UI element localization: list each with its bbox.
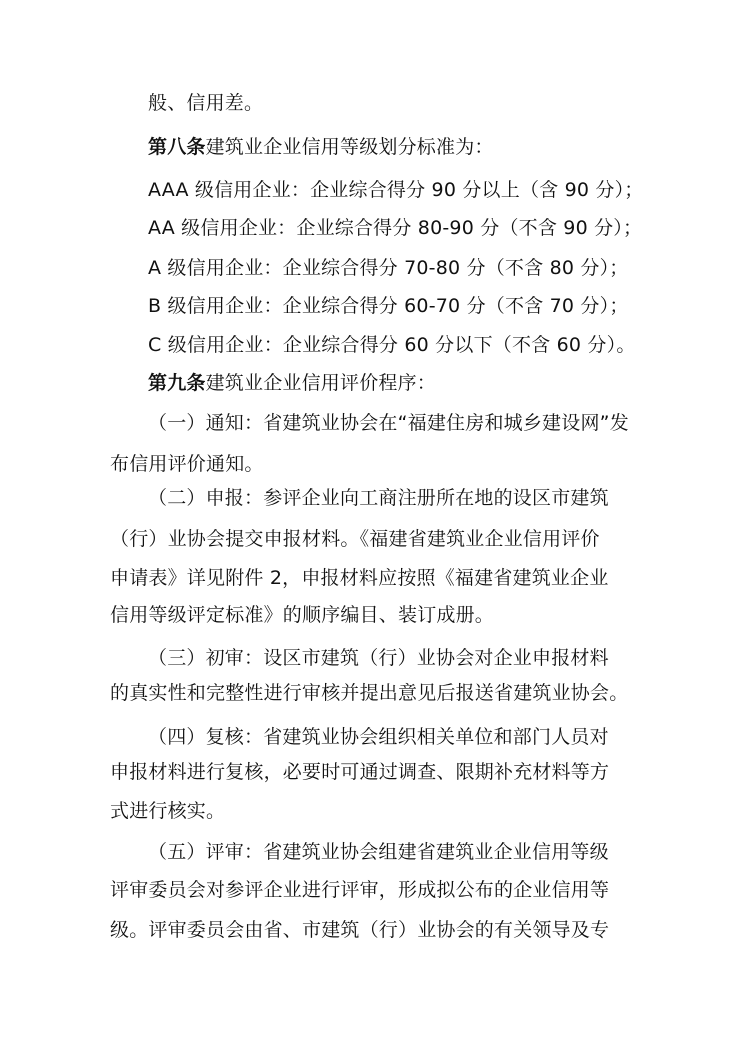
text-line-12: （行）业协会提交申报材料。《福建省建筑业企业信用评价	[110, 528, 600, 550]
grade-b-line: B 级信用企业：企业综合得分 60-70 分（不含 70 分）；	[148, 295, 629, 317]
text-line-18: 申报材料进行复核，必要时可通过调查、限期补充材料等方	[110, 761, 610, 783]
article-9-heading-line	[148, 371, 436, 395]
text-line-13: 申请表》详见附件 2，申报材料应按照《福建省建筑业企业	[110, 567, 609, 589]
text-line-15: （三）初审：设区市建筑（行）业协会对企业申报材料	[148, 647, 609, 669]
grade-c-line: C 级信用企业：企业综合得分 60 分以下（不含 60 分）。	[148, 334, 636, 356]
text-line-1: 般、信用差。	[148, 92, 264, 114]
grade-aaa-line: AAA 级信用企业：企业综合得分 90 分以上（含 90 分）；	[148, 179, 644, 201]
article-8-label: 第八条	[148, 136, 206, 158]
article-8-heading-line	[148, 135, 494, 159]
text-line-19: 式进行核实。	[110, 800, 226, 822]
text-line-20: （五）评审：省建筑业协会组建省建筑业企业信用等级	[148, 841, 609, 863]
grade-aa-line: AA 级信用企业：企业综合得分 80-90 分（不含 90 分）；	[148, 217, 643, 239]
text-line-17: （四）复核：省建筑业协会组织相关单位和部门人员对	[148, 726, 609, 748]
text-line-22: 级。评审委员会由省、市建筑（行）业协会的有关领导及专	[110, 919, 610, 941]
article-8-text: 建筑业企业信用等级划分标准为：	[205, 136, 494, 158]
text-line-16: 的真实性和完整性进行审核并提出意见后报送省建筑业协会。	[110, 682, 629, 704]
text-line-11: （二）申报：参评企业向工商注册所在地的设区市建筑	[148, 487, 609, 509]
article-9-text: 建筑业企业信用评价程序：	[205, 372, 437, 394]
text-line-14: 信用等级评定标准》的顺序编目、装订成册。	[110, 604, 495, 626]
text-line-9: （一）通知：省建筑业协会在“福建住房和城乡建设网”发	[148, 412, 629, 434]
text-line-10: 布信用评价通知。	[110, 453, 264, 475]
text-line-21: 评审委员会对参评企业进行评审，形成拟公布的企业信用等	[110, 879, 610, 901]
article-9-label: 第九条	[148, 372, 206, 394]
grade-a-line: A 级信用企业：企业综合得分 70-80 分（不含 80 分）；	[148, 257, 629, 279]
